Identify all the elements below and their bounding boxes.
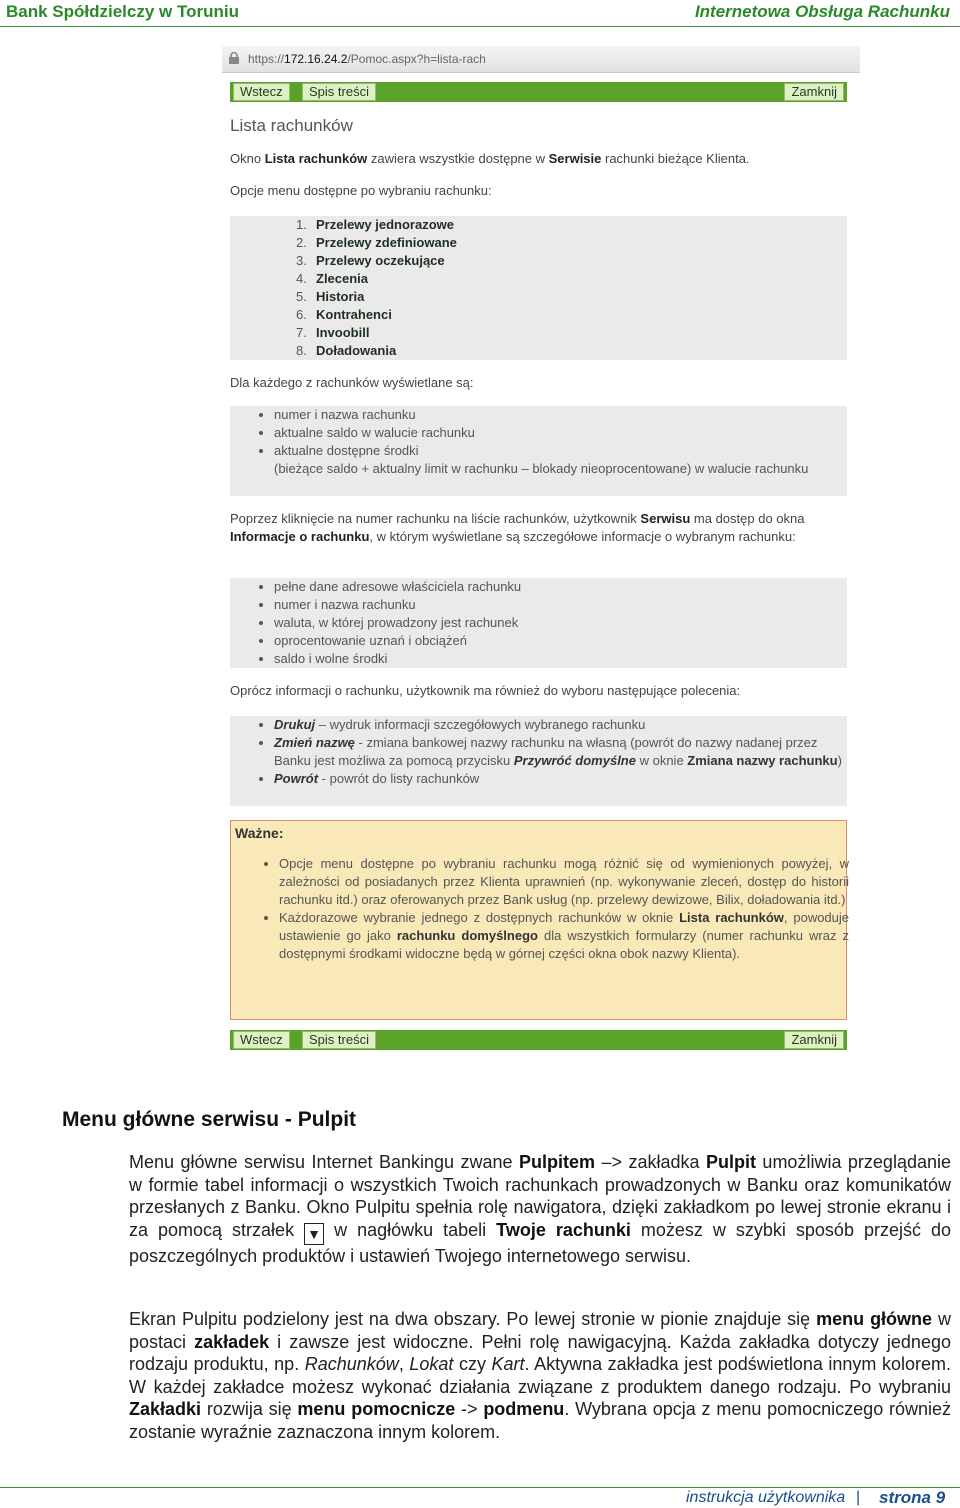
list-item[interactable]: 4. Zlecenia (296, 271, 369, 286)
list-item: • aktualne saldo w walucie rachunku (274, 424, 854, 442)
list-item: • numer i nazwa rachunku (274, 406, 854, 424)
list-item[interactable]: 1. Przelewy jednorazowe (296, 217, 454, 232)
list-item[interactable]: 7. Invoobill (296, 325, 370, 340)
list-item: • waluta, w której prowadzony jest rachunek (274, 614, 854, 632)
section-heading: Menu główne serwisu - Pulpit (62, 1108, 357, 1131)
pulpit-paragraph-2: Ekran Pulpitu podzielony jest na dwa obszary. Po lewej stronie w pionie znajduje się menu główne w postaci zakładek i zawsze jest widoczne. Pełni rolę nawigacyjną. Każda zakładka dotyczy jednego rodzaju produktu, np. Rachunków, Lokat czy Kart. Aktywna zakładka jest podświetlona innym kolorem. W każdej zakładce możesz wykonać działania związane z produktem danego rodzaju. Po wybraniu Zakładki rozwija się menu pomocnicze -> podmenu. Wybrana opcja z menu pomocniczego również zostanie wyraźnie zaznaczona innym kolorem. (129, 1309, 952, 1442)
toc-button[interactable]: Spis treści (302, 83, 376, 101)
help-navbar-bottom (230, 1030, 847, 1050)
close-button[interactable]: Zamknij (784, 1031, 844, 1049)
click-account-paragraph: Poprzez kliknięcie na numer rachunku na liście rachunków, użytkownik Serwisu ma dostęp do okna Informacje o rachunku, w którym wyświetlane są szczegółowe informacje o wybranym rachunku: (230, 511, 805, 544)
back-button[interactable]: Wstecz (233, 1031, 290, 1049)
page-header (0, 0, 960, 27)
list-item: • saldo i wolne środki (274, 650, 854, 668)
help-title: Lista rachunków (230, 116, 353, 135)
bank-name: Bank Spółdzielczy w Toruniu (6, 2, 239, 21)
list-item[interactable]: 2. Przelewy zdefiniowane (296, 235, 457, 250)
pulpit-paragraph-1: Menu główne serwisu Internet Bankingu zwane Pulpitem –> zakładka Pulpit umożliwia przeglądanie w formie tabel informacji o wszystkich Twoich rachunkach prowadzonych w Banku oraz komunikatów przesłanych z Banku. Okno Pulpitu spełnia rolę nawigatora, dzięki zakładkom po lewej stronie ekranu i za pomocą strzałek ▼ w nagłówku tabeli Twoje rachunki możesz w szybki sposób przejść do poszczególnych produktów i ustawień Twojego internetowego serwisu. (129, 1152, 951, 1266)
help-navbar-top (230, 82, 847, 102)
toc-button[interactable]: Spis treści (302, 1031, 376, 1049)
besides-label: Oprócz informacji o rachunku, użytkownik ma również do wyboru następujące polecenia: (230, 683, 741, 698)
list-item[interactable]: 3. Przelewy oczekujące (296, 253, 445, 268)
commands-list (258, 716, 854, 788)
page-footer (0, 1487, 960, 1488)
footer-manual-label: instrukcja użytkownika (686, 1489, 846, 1506)
list-item: • aktualne dostępne środki (bieżące saldo + aktualny limit w rachunku – blokady nieoprocentowane) w walucie rachunku (274, 442, 854, 478)
footer-separator: | (856, 1489, 861, 1506)
menu-options-box (230, 216, 847, 360)
list-item: • Opcje menu dostępne po wybraniu rachunku mogą różnić się od wymienionych powyżej, w zależności od posiadanych przez Klienta uprawnień (np. wykonywanie zleceń, dostęp do historii rachunku itd.) oraz oferowanych przez Bank usług (np. przelewy dewizowe, Bilix, doładowania itd.) (279, 855, 849, 909)
important-title: Ważne: (235, 825, 284, 841)
list-item: • Każdorazowe wybranie jednego z dostępnych rachunków w oknie Lista rachunków, powoduje ustawienie go jako rachunku domyślnego dla wszystkich formularzy (numer rachunku wraz z dostępnymi środkami widoczne będą w górnej części okna obok nazwy Klienta). (279, 909, 849, 963)
back-button[interactable]: Wstecz (233, 83, 290, 101)
list-item: • oprocentowanie uznań i obciążeń (274, 632, 854, 650)
help-window-screenshot (222, 46, 860, 1056)
arrow-down-icon: ▼ (304, 1223, 324, 1245)
help-intro: Okno Lista rachunków zawiera wszystkie dostępne w Serwisie rachunki bieżące Klienta. (230, 151, 750, 166)
each-account-label: Dla każdego z rachunków wyświetlane są: (230, 375, 474, 390)
important-box (230, 820, 850, 1020)
each-account-box (230, 406, 847, 496)
command-back[interactable]: • Powrót - powrót do listy rachunków (274, 770, 854, 788)
list-item[interactable]: 5. Historia (296, 289, 365, 304)
command-print[interactable]: • Drukuj – wydruk informacji szczegółowych wybranego rachunku (274, 716, 854, 734)
address-url: https://172.16.24.2/Pomoc.aspx?h=lista-rach (248, 52, 486, 66)
each-account-list (258, 406, 854, 478)
command-rename[interactable]: • Zmień nazwę - zmiana bankowej nazwy rachunku na własną (powrót do nazwy nadanej przez Banku jest możliwa za pomocą przycisku Przywróć domyślne w oknie Zmiana nazwy rachunku) (274, 734, 854, 770)
menu-options-label: Opcje menu dostępne po wybraniu rachunku: (230, 183, 492, 198)
footer-page-number: strona 9 (879, 1488, 946, 1507)
close-button[interactable]: Zamknij (784, 83, 844, 101)
account-details-list (258, 578, 854, 668)
list-item[interactable]: 6. Kontrahenci (296, 307, 392, 322)
list-item: • pełne dane adresowe właściciela rachunku (274, 578, 854, 596)
important-list (263, 855, 849, 963)
list-item: • numer i nazwa rachunku (274, 596, 854, 614)
document-title: Internetowa Obsługa Rachunku (694, 2, 950, 21)
list-item[interactable]: 8. Doładowania (296, 343, 397, 358)
lock-icon (228, 52, 240, 64)
commands-box (230, 716, 847, 806)
address-bar[interactable] (222, 46, 860, 73)
menu-options-list (296, 216, 457, 360)
account-details-box (230, 578, 847, 668)
